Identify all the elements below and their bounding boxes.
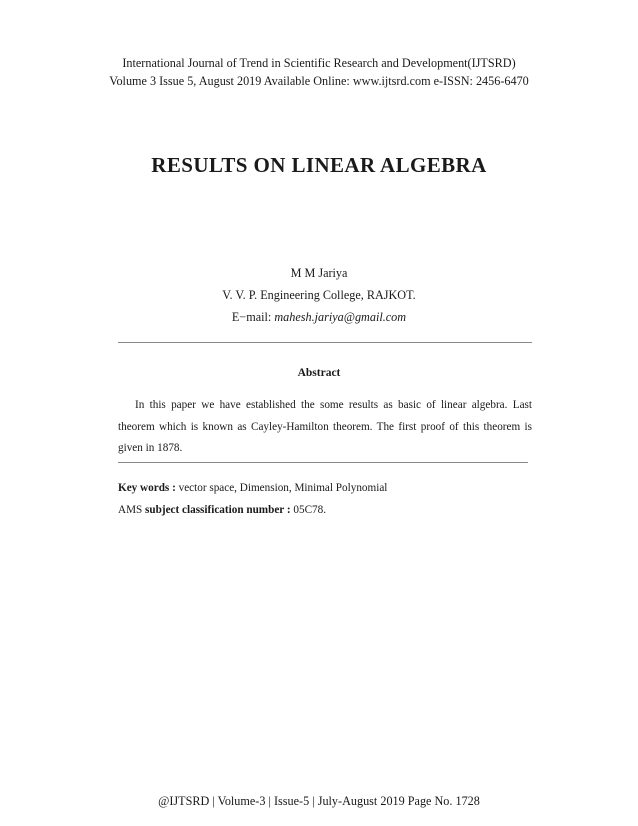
abstract-text: In this paper we have established the some results as basic of linear algebra. Last theorem which is known as Cayley-Hamilton theorem. The first proof of this theorem is given in 1878. bbox=[118, 399, 532, 454]
journal-header bbox=[0, 54, 638, 90]
ams-prefix: AMS bbox=[118, 503, 143, 516]
journal-name: International Journal of Trend in Scientific Research and Development(IJTSRD) bbox=[122, 56, 516, 70]
paper-title: RESULTS ON LINEAR ALGEBRA bbox=[151, 153, 487, 177]
email-label: E−mail: bbox=[231, 310, 272, 324]
ams-label: subject classification number : bbox=[145, 503, 291, 516]
keywords-block bbox=[118, 478, 532, 521]
abstract-top-rule bbox=[118, 342, 532, 343]
page-footer: @IJTSRD | Volume-3 | Issue-5 | July-August 2019 Page No. 1728 bbox=[158, 794, 480, 808]
email-address: mahesh.jariya@gmail.com bbox=[274, 310, 407, 324]
author-affiliation: V. V. P. Engineering College, RAJKOT. bbox=[222, 288, 416, 302]
author-block bbox=[0, 262, 638, 328]
author-email-line bbox=[0, 306, 638, 328]
abstract-heading: Abstract bbox=[297, 367, 341, 379]
keywords-label: Key words : bbox=[118, 482, 176, 494]
author-name: M M Jariya bbox=[290, 266, 348, 280]
abstract-bottom-rule bbox=[118, 462, 528, 463]
keywords-line bbox=[118, 478, 532, 500]
journal-volume-info: Volume 3 Issue 5, August 2019 Available Online: www.ijtsrd.com e-ISSN: 2456-6470 bbox=[109, 74, 529, 88]
ams-line bbox=[118, 500, 532, 522]
keywords-value: vector space, Dimension, Minimal Polynomial bbox=[178, 482, 388, 494]
ams-value: 05C78. bbox=[293, 503, 327, 516]
